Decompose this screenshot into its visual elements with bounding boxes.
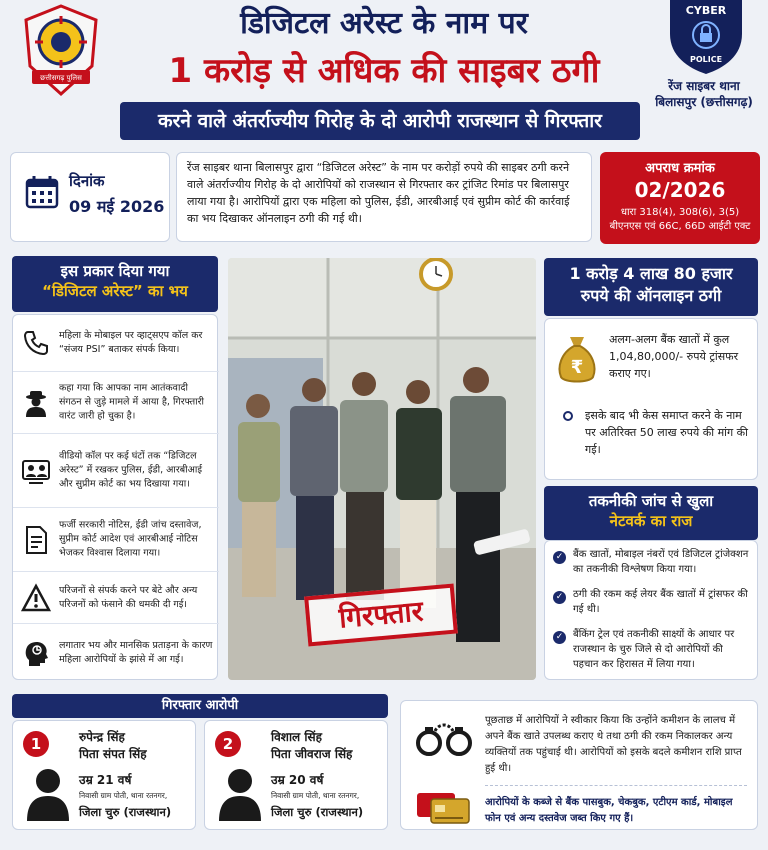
police-station-title: रेंज साइबर थाना	[668, 79, 740, 93]
list-item-text: वीडियो कॉल पर कई घंटों तक “डिजिटल अरेस्ट” में रखकर पुलिस, ईडी, आरबीआई और सुप्रीम कोर्ट का भय दिखाया गया।	[59, 450, 202, 490]
accused-name-block	[79, 729, 147, 764]
calendar-icon	[25, 175, 59, 213]
accused-number: 1	[23, 731, 49, 757]
fraud-transfer-text: अलग-अलग बैंक खातों में कुल 1,04,80,000/- रुपये ट्रांसफर कराए गए।	[609, 333, 739, 381]
tech-investigation-list	[544, 540, 758, 680]
tech-heading-line2: नेटवर्क का राज	[609, 512, 693, 531]
intro-paragraph: रेंज साइबर थाना बिलासपुर द्वारा “डिजिटल अरेस्ट” के नाम पर करोड़ों रुपये की साइबर ठगी करने वाले अंतर्राज्यीय गिरोह के दो आरोपियों को राजस्थान से गिरफ्तार कर ट्रांजिट रिमांड पर बिलासपुर लाया गया है। आरोपियों द्वारा एक महिला को पुलिस, ईडी, आरबीआई एवं सुप्रीम कोर्ट की कार्रवाई का भय दिखाकर ऑनलाइन ठगी की गई थी।	[176, 152, 592, 242]
confession-text: पूछताछ में आरोपियों ने स्वीकार किया कि उन्होंने कमीशन के लालच में अपने बैंक खाते उपलब्ध कराए थे तथा ठगी की रकम निकालकर अन्य व्यक्तियों तक पहुंचाई थी। आरोपियों को इसके बदले कमीशन राशि प्राप्त हुई थी।	[485, 715, 742, 774]
case-sections: धारा 318(4), 308(6), 3(5) बीएनएस एवं 66C, 66D आईटी एक्ट	[609, 207, 751, 232]
document-icon	[21, 525, 51, 555]
spy-icon	[21, 388, 51, 418]
stress-head-icon	[21, 638, 51, 668]
svg-text:CYBER: CYBER	[685, 4, 727, 17]
fraud-amount-heading	[544, 258, 758, 316]
tech-heading-line1: तकनीकी जांच से खुला	[588, 492, 714, 510]
bullet-icon	[563, 411, 573, 421]
seized-items-text: आरोपियों के कब्जे से बैंक पासबुक, चेकबुक, एटीएम कार्ड, मोबाइल फोन एवं अन्य दस्तवेज जब्त किए गए हैं।	[485, 797, 733, 824]
list-item	[13, 623, 219, 681]
accused-number: 2	[215, 731, 241, 757]
heading-line2: “डिजिटल अरेस्ट” का भय	[42, 282, 188, 301]
heading-line1: इस प्रकार दिया गया	[60, 262, 170, 280]
arrested-accused-heading: गिरफ्तार आरोपी	[12, 694, 388, 718]
divider	[485, 785, 747, 786]
list-item-text: परिजनों से संपर्क करने पर बेटे और अन्य परिजनों को फंसाने की धमकी दी गई।	[59, 584, 198, 610]
case-label: अपराध क्रमांक	[645, 161, 715, 176]
warning-icon	[21, 583, 51, 613]
amount-line2: रुपये की ऑनलाइन ठगी	[580, 286, 722, 306]
accused-district: जिला चुरु (राजस्थान)	[79, 805, 172, 819]
case-number: 02/2026	[634, 178, 726, 202]
accused-district: जिला चुरु (राजस्थान)	[271, 805, 364, 819]
list-item-text: लगातार भय और मानसिक प्रताड़ना के कारण महिला आरोपियों के झांसे में आ गई।	[59, 639, 213, 665]
video-call-icon	[21, 456, 51, 486]
accused-father: पिता संपत सिंह	[79, 747, 147, 762]
accused-address: निवासी ग्राम पोती, थाना रतनगर,	[271, 791, 360, 800]
accused-address: निवासी ग्राम पोती, थाना रतनगर,	[79, 791, 168, 800]
accused-name: विशाल सिंह	[271, 730, 322, 744]
person-silhouette-icon	[25, 765, 71, 825]
list-item	[13, 315, 219, 371]
list-item-text: फर्जी सरकारी नोटिस, ईडी जांच दस्तावेज, सुप्रीम कोर्ट आदेश एवं आरबीआई नोटिस भेजकर विश्वास दिलाया गया।	[59, 519, 202, 559]
digital-arrest-fear-heading	[12, 256, 218, 312]
phone-icon	[21, 328, 51, 358]
headline-banner: करने वाले अंतर्राज्यीय गिरोह के दो आरोपी राजस्थान से गिरफ्तार	[120, 102, 640, 140]
list-item: बैंकिंग ट्रेल एवं तकनीकी साक्ष्यों के आधार पर राजस्थान के चुरु जिले से दो आरोपियों की पहचान कर हिरासत में लिया गया।	[573, 629, 735, 670]
police-station-city: बिलासपुर (छत्तीसगढ़)	[655, 95, 753, 110]
accused-card	[12, 720, 196, 830]
svg-text:POLICE: POLICE	[689, 55, 723, 64]
chhattisgarh-police-logo	[20, 4, 102, 100]
amount-line1: 1 करोड़ 4 लाख 80 हजार	[569, 264, 733, 283]
list-item	[13, 571, 219, 623]
person-silhouette-icon	[217, 765, 263, 825]
list-item-text: महिला के मोबाइल पर व्हाट्सएप कॉल कर “संजय PSI” बताकर संपर्क किया।	[59, 329, 203, 355]
accused-age: उम्र 21 वर्ष	[79, 773, 132, 787]
date-card	[10, 152, 170, 242]
case-number-card	[600, 152, 760, 244]
handcuffs-icon	[415, 717, 473, 767]
accused-father: पिता जीवराज सिंह	[271, 747, 353, 762]
check-icon: ✓	[553, 551, 566, 564]
arrested-stamp: गिरफ्तार	[304, 584, 458, 647]
headline-line1: डिजिटल अरेस्ट के नाम पर	[240, 6, 528, 41]
list-item	[13, 433, 219, 507]
accused-age: उम्र 20 वर्ष	[271, 773, 324, 787]
date-label: दिनांक	[69, 172, 105, 190]
accused-name: रुपेन्द्र सिंह	[79, 730, 125, 744]
modus-operandi-list	[12, 314, 218, 680]
bank-cards-icon	[415, 791, 473, 829]
svg-text:छत्तीसगढ़ पुलिस: छत्तीसगढ़ पुलिस	[40, 74, 82, 82]
list-item	[13, 371, 219, 433]
accused-card	[204, 720, 388, 830]
list-item: बैंक खातों, मोबाइल नंबरों एवं डिजिटल ट्रांजेक्शन का तकनीकी विश्लेषण किया गया।	[573, 549, 749, 575]
accused-name-block	[271, 729, 352, 764]
cyber-police-badge-icon	[664, 0, 748, 74]
check-icon: ✓	[553, 631, 566, 644]
svg-text:₹: ₹	[570, 357, 584, 378]
fraud-details-card	[544, 318, 758, 480]
fraud-extra-demand-text: इसके बाद भी केस समाप्त करने के नाम पर अतिरिक्त 50 लाख रुपये की मांग की गई।	[585, 409, 748, 457]
money-bag-icon	[555, 333, 599, 389]
tech-investigation-heading	[544, 486, 758, 540]
list-item	[13, 507, 219, 571]
police-station-name	[640, 78, 768, 110]
confession-card	[400, 700, 758, 830]
list-item-text: कहा गया कि आपका नाम आतंकवादी संगठन से जुड़े मामले में आया है, गिरफ्तारी वारंट जारी हो चुका है।	[59, 382, 204, 422]
date-value: 09 मई 2026	[69, 197, 165, 216]
headline-line2: 1 करोड़ से अधिक की साइबर ठगी	[168, 51, 600, 91]
list-item: ठगी की रकम कई लेयर बैंक खातों में ट्रांसफर की गई थी।	[573, 589, 748, 615]
check-icon: ✓	[553, 591, 566, 604]
